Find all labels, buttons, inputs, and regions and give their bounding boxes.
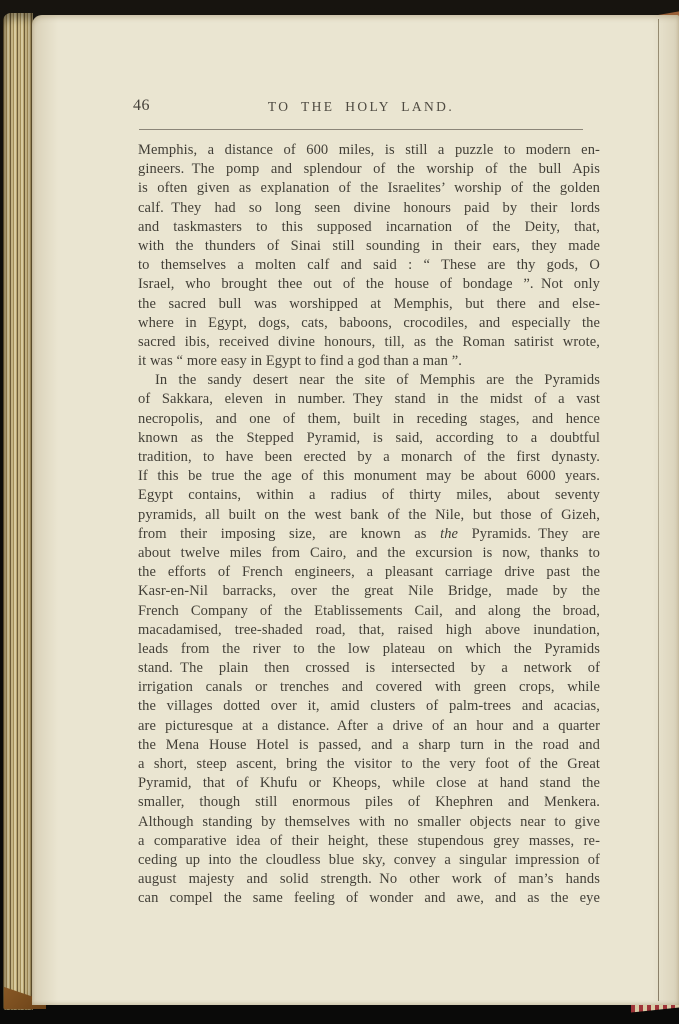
text-line <box>138 832 600 851</box>
text-segment: the sacred bull was worshipped at Memphis, but there and else- <box>138 295 600 312</box>
page-header <box>32 97 679 121</box>
text-line <box>138 851 600 870</box>
text-segment: stand. The plain then crossed is intersected by a network of <box>138 660 600 677</box>
text-segment: If this be true the age of this monument may be about 6000 years. <box>138 468 600 485</box>
text-segment: In the sandy desert near the site of Memphis are the Pyramids <box>155 372 600 389</box>
text-line <box>138 218 600 237</box>
text-line <box>138 333 600 352</box>
text-segment: the Mena House Hotel is passed, and a sharp turn in the road and <box>138 736 600 753</box>
text-line <box>138 179 600 198</box>
text-segment: can compel the same feeling of wonder and awe, and as the eye <box>138 890 600 907</box>
text-segment: it was “ more easy in Egypt to find a god than a man ”. <box>138 353 463 370</box>
text-line <box>138 410 600 429</box>
page-crease <box>658 19 659 1001</box>
text-line <box>138 352 600 371</box>
text-line <box>138 717 600 736</box>
text-line <box>138 390 600 409</box>
text-segment: about twelve miles from Cairo, and the excursion is now, thanks to <box>138 544 600 561</box>
text-line <box>138 429 600 448</box>
text-segment: Pyramids. They are <box>458 525 600 542</box>
text-line <box>138 813 600 832</box>
text-segment: where in Egypt, dogs, cats, baboons, crocodiles, and especially the <box>138 314 600 331</box>
text-line <box>138 525 600 544</box>
book-page-edges <box>3 13 33 1010</box>
text-line <box>138 314 600 333</box>
text-line <box>138 275 600 294</box>
text-line <box>138 774 600 793</box>
text-segment: and taskmasters to this supposed incarnation of the Deity, that, <box>138 218 600 235</box>
text-segment: Egypt contains, within a radius of thirty miles, about seventy <box>138 487 600 504</box>
text-line <box>138 467 600 486</box>
text-segment: Israel, who brought thee out of the house of bondage ”. Not only <box>138 276 600 293</box>
text-line <box>138 640 600 659</box>
text-segment: irrigation canals or trenches and covered with green crops, while <box>138 679 600 696</box>
text-line <box>138 697 600 716</box>
text-segment: pyramids, all built on the west bank of the Nile, but those of Gizeh, <box>138 506 600 523</box>
paragraph <box>138 371 600 908</box>
page-number: 46 <box>133 97 150 114</box>
text-segment: of Sakkara, eleven in number. They stand in the midst of a vast <box>138 391 600 408</box>
text-line <box>138 237 600 256</box>
text-segment: the <box>440 525 459 542</box>
text-segment: august majesty and solid strength. No other work of man’s hands <box>138 871 600 888</box>
text-line <box>138 582 600 601</box>
text-line <box>138 889 600 908</box>
text-line <box>138 371 600 390</box>
text-segment: Kasr-en-Nil barracks, over the great Nile Bridge, made by the <box>138 583 600 600</box>
text-line <box>138 621 600 640</box>
text-line <box>138 659 600 678</box>
text-segment: gineers. The pomp and splendour of the worship of the bull Apis <box>138 161 600 178</box>
text-line <box>138 160 600 179</box>
text-line <box>138 755 600 774</box>
text-segment: known as the Stepped Pyramid, is said, according to a doubtful <box>138 429 600 446</box>
text-segment: necropolis, and one of them, built in receding stages, and hence <box>138 410 600 427</box>
text-line <box>138 256 600 275</box>
text-line <box>138 678 600 697</box>
text-segment: a comparative idea of their height, these stupendous grey masses, re- <box>138 832 600 849</box>
text-segment: Memphis, a distance of 600 miles, is still a puzzle to modern en- <box>138 142 600 158</box>
text-line <box>138 563 600 582</box>
text-segment: Although standing by themselves with no smaller objects near to give <box>138 813 600 830</box>
text-segment: French Company of the Etablissements Cail, and along the broad, <box>138 602 600 619</box>
text-segment: the efforts of French engineers, a pleasant carriage drive past the <box>138 564 600 581</box>
text-segment: is often given as explanation of the Israelites’ worship of the golden <box>138 180 600 197</box>
book-page <box>32 15 679 1005</box>
text-line <box>138 486 600 505</box>
text-segment: with the thunders of Sinai still sounding in their ears, they made <box>138 237 600 254</box>
text-segment: sacred ibis, received divine honours, till, as the Roman satirist wrote, <box>138 333 600 350</box>
text-line <box>138 870 600 889</box>
text-line <box>138 295 600 314</box>
text-segment: tradition, to have been erected by a monarch of the first dynasty. <box>138 449 600 465</box>
text-segment: ceding up into the cloudless blue sky, convey a singular impression of <box>138 851 600 868</box>
text-segment: the villages dotted over it, amid clusters of palm-trees and acacias, <box>138 698 600 715</box>
page-body <box>138 141 600 909</box>
text-segment: from their imposing size, are known as <box>138 525 441 542</box>
paragraph <box>138 141 600 371</box>
text-line <box>138 793 600 812</box>
text-segment: Pyramid, that of Khufu or Kheops, while close at hand stand the <box>138 775 600 792</box>
text-line <box>138 448 600 467</box>
text-segment: macadamised, tree-shaded road, that, raised high above inundation, <box>138 621 600 638</box>
text-line <box>138 199 600 218</box>
text-segment: to themselves a molten calf and said : “ These are thy gods, O <box>138 257 600 274</box>
text-segment: are picturesque at a distance. After a drive of an hour and a quarter <box>138 717 600 734</box>
text-segment: leads from the river to the low plateau on which the Pyramids <box>138 640 600 657</box>
text-line <box>138 141 600 160</box>
text-segment: a short, steep ascent, bring the visitor to the very foot of the Great <box>138 756 600 772</box>
text-line <box>138 602 600 621</box>
text-line <box>138 736 600 755</box>
text-segment: smaller, though still enormous piles of Khephren and Menkera. <box>138 794 600 811</box>
text-line <box>138 544 600 563</box>
header-rule <box>139 129 583 130</box>
text-line <box>138 506 600 525</box>
text-segment: calf. They had so long seen divine honours paid by their lords <box>138 199 600 216</box>
running-title: TO THE HOLY LAND. <box>267 99 455 114</box>
